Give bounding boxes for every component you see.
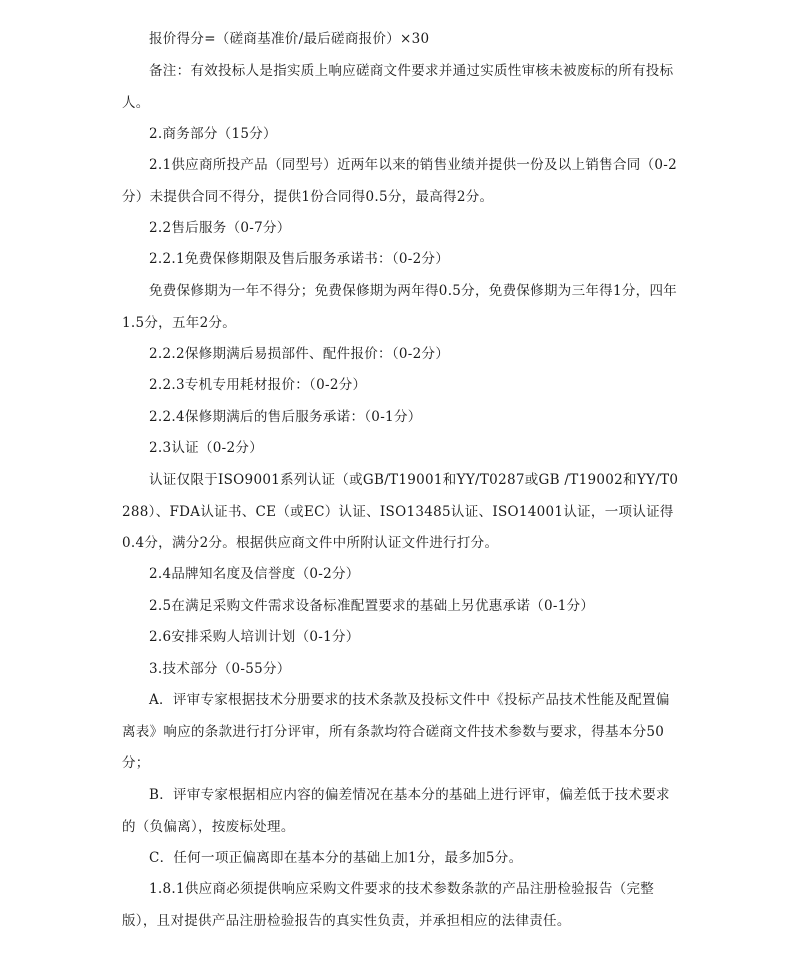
paragraph-sales-performance: 2.1供应商所投产品（同型号）近两年以来的销售业绩并提供一份及以上销售合同（0-2分）未提供合同不得分，提供1份合同得0.5分，最高得2分。 [122, 157, 678, 205]
paragraph-technical-c: C．任何一项正偏离即在基本分的基础上加1分，最多加5分。 [149, 850, 523, 866]
heading-certification: 2.3认证（0-2分） [149, 440, 264, 456]
paragraph-parts-quote: 2.2.2保修期满后易损部件、配件报价：（0-2分） [149, 346, 450, 362]
heading-business-section: 2.商务部分（15分） [149, 126, 277, 142]
paragraph-price-score: 报价得分=（磋商基准价/最后磋商报价）×30 [149, 31, 430, 47]
heading-technical-section: 3.技术部分（0-55分） [149, 661, 291, 677]
paragraph-technical-a: A．评审专家根据技术分册要求的技术条款及投标文件中《投标产品技术性能及配置偏离表》响应的条款进行打分评审，所有条款均符合磋商文件技术参数与要求，得基本分50分； [122, 692, 670, 771]
paragraph-technical-b: B．评审专家根据相应内容的偏差情况在基本分的基础上进行评审，偏差低于技术要求的（负偏离），按废标处理。 [122, 787, 670, 835]
paragraph-training-plan: 2.6安排采购人培训计划（0-1分） [149, 629, 360, 645]
paragraph-post-warranty: 2.2.4保修期满后的售后服务承诺：（0-1分） [149, 409, 422, 425]
paragraph-brand-reputation: 2.4品牌知名度及信誉度（0-2分） [149, 566, 360, 582]
paragraph-warranty-commitment: 2.2.1免费保修期限及售后服务承诺书：（0-2分） [149, 251, 450, 267]
paragraph-discount-commitment: 2.5在满足采购文件需求设备标准配置要求的基础上另优惠承诺（0-1分） [149, 598, 595, 614]
paragraph-inspection-report: 1.8.1供应商必须提供响应采购文件要求的技术参数条款的产品注册检验报告（完整版），且对提供产品注册检验报告的真实性负责，并承担相应的法律责任。 [122, 881, 655, 929]
paragraph-remark: 备注：有效投标人是指实质上响应磋商文件要求并通过实质性审核未被废标的所有投标人。 [122, 63, 674, 111]
paragraph-warranty-scoring: 免费保修期为一年不得分；免费保修期为两年得0.5分，免费保修期为三年得1分，四年1.5分，五年2分。 [122, 283, 678, 331]
heading-after-sales: 2.2售后服务（0-7分） [149, 220, 291, 236]
paragraph-certification-detail: 认证仅限于ISO9001系列认证（或GB/T19001和YY/T0287或GB /T19002和YY/T0288）、FDA认证书、CE（或EC）认证、ISO13485认证、ISO14001认证，一项认证得0.4分，满分2分。根据供应商文件中所附认证文件进行打分。 [122, 472, 679, 551]
paragraph-consumables-quote: 2.2.3专机专用耗材报价：（0-2分） [149, 377, 367, 393]
